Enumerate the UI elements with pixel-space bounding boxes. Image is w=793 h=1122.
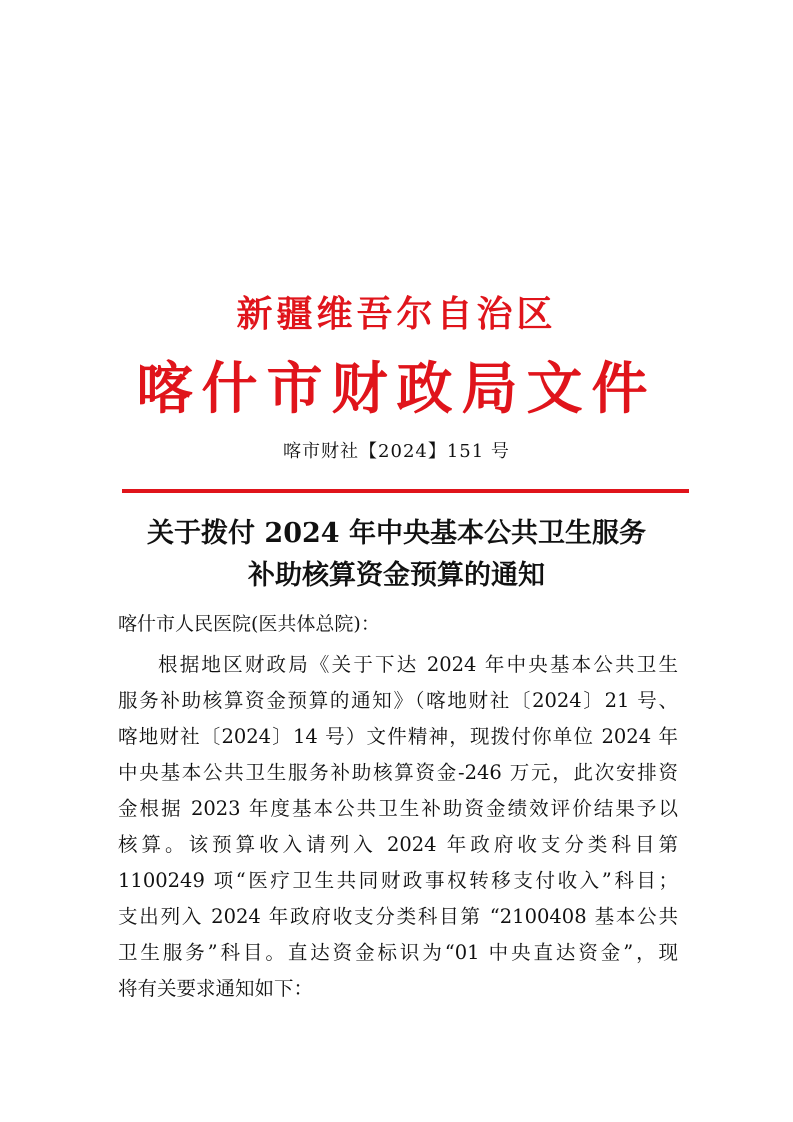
body-line: 中央基本公共卫生服务补助核算资金-246 万元，此次安排资 (118, 761, 678, 784)
body-line: 支出列入 2024 年政府收支分类科目第 “2100408 基本公共 (118, 905, 678, 928)
issuer-title: 喀什市财政局文件 (136, 357, 657, 422)
notice-title-line-2: 补助核算资金预算的通知 (248, 560, 545, 591)
body-line: 服务补助核算资金预算的通知》（喀地财社〔2024〕21 号、 (118, 689, 678, 712)
body-line: 金根据 2023 年度基本公共卫生补助资金绩效评价结果予以 (118, 797, 678, 820)
body-line: 将有关要求通知如下： (118, 977, 314, 1000)
addressee: 喀什市人民医院(医共体总院)： (118, 613, 380, 635)
body-line: 卫生服务”科目。直达资金标识为“01 中央直达资金”，现 (118, 941, 678, 964)
document-number: 喀市财社【2024】151 号 (283, 441, 510, 462)
body-line: 核算。该预算收入请列入 2024 年政府收支分类科目第 (118, 833, 678, 856)
notice-title-line-1: 关于拨付 2024 年中央基本公共卫生服务 (147, 518, 646, 549)
red-divider-line (122, 489, 689, 493)
body-line: 喀地财社〔2024〕14 号）文件精神，现拨付你单位 2024 年 (118, 725, 678, 748)
region-name: 新疆维吾尔自治区 (236, 294, 557, 335)
body-line: 1100249 项“医疗卫生共同财政事权转移支付收入”科目； (118, 869, 678, 892)
body-line: 根据地区财政局《关于下达 2024 年中央基本公共卫生 (158, 653, 678, 676)
